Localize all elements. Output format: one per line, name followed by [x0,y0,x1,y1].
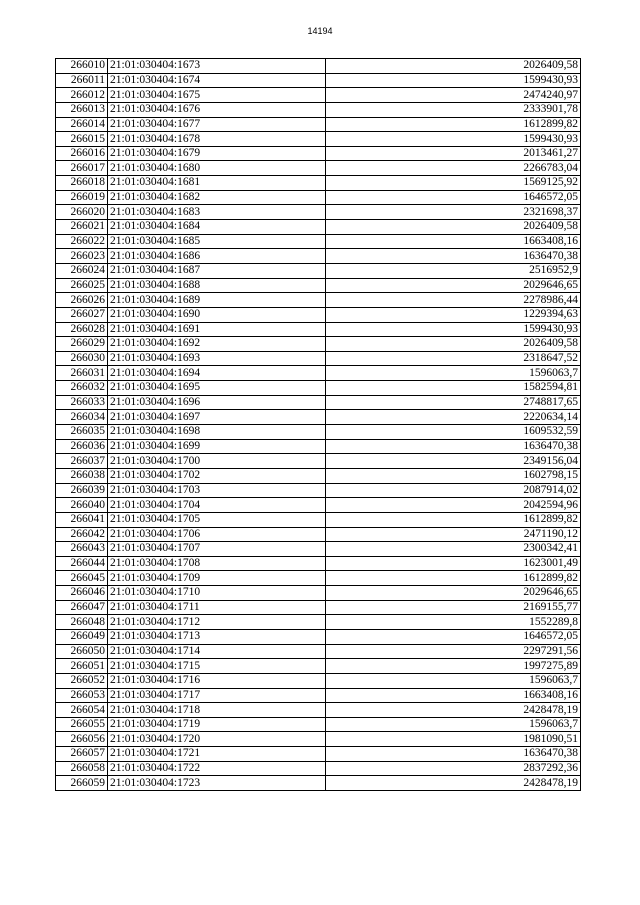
table-row [56,542,581,557]
cadastral-number-cell: 21:01:030404:1678 [108,132,326,147]
cadastral-number-cell: 21:01:030404:1674 [108,73,326,88]
cadastral-value-cell: 2428478,19 [326,776,581,791]
table-row [56,73,581,88]
cadastral-value-cell: 1636470,38 [326,439,581,454]
cadastral-number-cell: 21:01:030404:1705 [108,512,326,527]
cadastral-value-cell: 2297291,56 [326,644,581,659]
cadastral-value-cell: 1663408,16 [326,234,581,249]
table-row [56,176,581,191]
cadastral-value-cell: 2026409,58 [326,220,581,235]
cadastral-value-cell: 2300342,41 [326,542,581,557]
cadastral-value-cell: 2087914,02 [326,483,581,498]
cadastral-value-cell: 2318647,52 [326,351,581,366]
cadastral-value-cell: 1599430,93 [326,322,581,337]
cadastral-number-cell: 21:01:030404:1675 [108,88,326,103]
cadastral-value-cell: 2029646,65 [326,586,581,601]
cadastral-number-cell: 21:01:030404:1694 [108,366,326,381]
cadastral-number-cell: 21:01:030404:1722 [108,761,326,776]
row-number-cell: 266022 [56,234,108,249]
table-row [56,322,581,337]
table-row [56,629,581,644]
table-row [56,556,581,571]
table-row [56,425,581,440]
table-row [56,586,581,601]
table-row [56,571,581,586]
row-number-cell: 266026 [56,293,108,308]
cadastral-number-cell: 21:01:030404:1686 [108,249,326,264]
cadastral-number-cell: 21:01:030404:1720 [108,732,326,747]
table-row [56,483,581,498]
table-row [56,454,581,469]
table-row [56,717,581,732]
table-row [56,468,581,483]
row-number-cell: 266024 [56,263,108,278]
table-row [56,102,581,117]
cadastral-value-cell: 2474240,97 [326,88,581,103]
table-row [56,132,581,147]
table-row [56,776,581,791]
cadastral-value-cell: 2278986,44 [326,293,581,308]
cadastral-value-cell: 2471190,12 [326,527,581,542]
row-number-cell: 266051 [56,659,108,674]
cadastral-value-cell: 2013461,27 [326,146,581,161]
table-row [56,88,581,103]
table-row [56,59,581,74]
table-row [56,205,581,220]
row-number-cell: 266046 [56,586,108,601]
table-row [56,278,581,293]
cadastral-number-cell: 21:01:030404:1682 [108,190,326,205]
cadastral-number-cell: 21:01:030404:1715 [108,659,326,674]
row-number-cell: 266054 [56,703,108,718]
cadastral-value-cell: 1636470,38 [326,747,581,762]
row-number-cell: 266041 [56,512,108,527]
table-row [56,351,581,366]
cadastral-number-cell: 21:01:030404:1676 [108,102,326,117]
cadastral-value-cell: 1981090,51 [326,732,581,747]
table-row [56,439,581,454]
cadastral-number-cell: 21:01:030404:1711 [108,600,326,615]
cadastral-number-cell: 21:01:030404:1719 [108,717,326,732]
table-row [56,747,581,762]
cadastral-number-cell: 21:01:030404:1718 [108,703,326,718]
cadastral-value-cell: 1636470,38 [326,249,581,264]
table-row [56,190,581,205]
cadastral-number-cell: 21:01:030404:1680 [108,161,326,176]
cadastral-value-cell: 1609532,59 [326,425,581,440]
table-row [56,703,581,718]
cadastral-number-cell: 21:01:030404:1712 [108,615,326,630]
row-number-cell: 266029 [56,337,108,352]
cadastral-number-cell: 21:01:030404:1716 [108,673,326,688]
cadastral-number-cell: 21:01:030404:1714 [108,644,326,659]
cadastral-value-cell: 1646572,05 [326,629,581,644]
row-number-cell: 266035 [56,425,108,440]
table-row [56,615,581,630]
row-number-cell: 266043 [56,542,108,557]
table-row [56,307,581,322]
row-number-cell: 266048 [56,615,108,630]
row-number-cell: 266018 [56,176,108,191]
cadastral-number-cell: 21:01:030404:1695 [108,381,326,396]
cadastral-value-cell: 1552289,8 [326,615,581,630]
row-number-cell: 266012 [56,88,108,103]
cadastral-value-cell: 2837292,36 [326,761,581,776]
cadastral-value-cell: 1646572,05 [326,190,581,205]
row-number-cell: 266023 [56,249,108,264]
cadastral-value-cell: 1229394,63 [326,307,581,322]
row-number-cell: 266040 [56,498,108,513]
row-number-cell: 266025 [56,278,108,293]
row-number-cell: 266044 [56,556,108,571]
table-row [56,600,581,615]
cadastral-number-cell: 21:01:030404:1721 [108,747,326,762]
row-number-cell: 266047 [56,600,108,615]
table-row [56,381,581,396]
cadastral-number-cell: 21:01:030404:1713 [108,629,326,644]
row-number-cell: 266027 [56,307,108,322]
cadastral-number-cell: 21:01:030404:1706 [108,527,326,542]
cadastral-number-cell: 21:01:030404:1710 [108,586,326,601]
cadastral-value-cell: 2220634,14 [326,410,581,425]
row-number-cell: 266049 [56,629,108,644]
row-number-cell: 266042 [56,527,108,542]
cadastral-number-cell: 21:01:030404:1700 [108,454,326,469]
row-number-cell: 266016 [56,146,108,161]
row-number-cell: 266021 [56,220,108,235]
row-number-cell: 266053 [56,688,108,703]
cadastral-number-cell: 21:01:030404:1683 [108,205,326,220]
cadastral-value-cell: 2266783,04 [326,161,581,176]
cadastral-value-cell: 2026409,58 [326,337,581,352]
cadastral-value-cell: 1997275,89 [326,659,581,674]
row-number-cell: 266045 [56,571,108,586]
cadastral-value-cell: 2026409,58 [326,59,581,74]
cadastral-number-cell: 21:01:030404:1692 [108,337,326,352]
table-row [56,761,581,776]
row-number-cell: 266015 [56,132,108,147]
cadastral-number-cell: 21:01:030404:1699 [108,439,326,454]
row-number-cell: 266010 [56,59,108,74]
table-row [56,527,581,542]
page-number: 14194 [307,26,333,36]
cadastral-value-cell: 1596063,7 [326,673,581,688]
row-number-cell: 266039 [56,483,108,498]
table-body [56,59,581,791]
cadastral-value-cell: 1596063,7 [326,717,581,732]
cadastral-value-cell: 1599430,93 [326,132,581,147]
cadastral-number-cell: 21:01:030404:1673 [108,59,326,74]
cadastral-number-cell: 21:01:030404:1690 [108,307,326,322]
row-number-cell: 266028 [56,322,108,337]
row-number-cell: 266030 [56,351,108,366]
row-number-cell: 266055 [56,717,108,732]
row-number-cell: 266033 [56,395,108,410]
cadastral-value-cell: 1663408,16 [326,688,581,703]
row-number-cell: 266057 [56,747,108,762]
cadastral-value-cell: 2333901,78 [326,102,581,117]
cadastral-value-table [55,58,581,791]
table-row [56,161,581,176]
row-number-cell: 266011 [56,73,108,88]
row-number-cell: 266034 [56,410,108,425]
cadastral-number-cell: 21:01:030404:1723 [108,776,326,791]
row-number-cell: 266013 [56,102,108,117]
table-row [56,732,581,747]
table-row [56,337,581,352]
cadastral-value-cell: 2349156,04 [326,454,581,469]
table-row [56,146,581,161]
row-number-cell: 266056 [56,732,108,747]
table-row [56,673,581,688]
table-row [56,410,581,425]
row-number-cell: 266038 [56,468,108,483]
cadastral-value-cell: 2428478,19 [326,703,581,718]
cadastral-value-cell: 1612899,82 [326,571,581,586]
table-row [56,498,581,513]
cadastral-value-cell: 1599430,93 [326,73,581,88]
cadastral-number-cell: 21:01:030404:1707 [108,542,326,557]
cadastral-value-cell: 1612899,82 [326,512,581,527]
row-number-cell: 266017 [56,161,108,176]
cadastral-number-cell: 21:01:030404:1688 [108,278,326,293]
row-number-cell: 266058 [56,761,108,776]
row-number-cell: 266032 [56,381,108,396]
cadastral-value-cell: 1602798,15 [326,468,581,483]
row-number-cell: 266050 [56,644,108,659]
row-number-cell: 266020 [56,205,108,220]
row-number-cell: 266014 [56,117,108,132]
table-row [56,366,581,381]
table-row [56,659,581,674]
table-row [56,644,581,659]
table-row [56,688,581,703]
row-number-cell: 266031 [56,366,108,381]
cadastral-value-cell: 2169155,77 [326,600,581,615]
table-row [56,512,581,527]
cadastral-number-cell: 21:01:030404:1691 [108,322,326,337]
cadastral-number-cell: 21:01:030404:1687 [108,263,326,278]
cadastral-value-cell: 1582594,81 [326,381,581,396]
cadastral-number-cell: 21:01:030404:1696 [108,395,326,410]
cadastral-value-cell: 1612899,82 [326,117,581,132]
cadastral-number-cell: 21:01:030404:1681 [108,176,326,191]
cadastral-number-cell: 21:01:030404:1677 [108,117,326,132]
table-row [56,263,581,278]
table-row [56,395,581,410]
table-row [56,234,581,249]
table-row [56,249,581,264]
cadastral-number-cell: 21:01:030404:1689 [108,293,326,308]
cadastral-number-cell: 21:01:030404:1698 [108,425,326,440]
row-number-cell: 266037 [56,454,108,469]
cadastral-number-cell: 21:01:030404:1704 [108,498,326,513]
cadastral-value-cell: 1596063,7 [326,366,581,381]
cadastral-value-cell: 2042594,96 [326,498,581,513]
cadastral-value-cell: 1569125,92 [326,176,581,191]
row-number-cell: 266019 [56,190,108,205]
cadastral-number-cell: 21:01:030404:1709 [108,571,326,586]
cadastral-number-cell: 21:01:030404:1697 [108,410,326,425]
table-row [56,220,581,235]
cadastral-value-cell: 2516952,9 [326,263,581,278]
cadastral-number-cell: 21:01:030404:1684 [108,220,326,235]
table-row [56,293,581,308]
cadastral-value-cell: 2029646,65 [326,278,581,293]
cadastral-number-cell: 21:01:030404:1703 [108,483,326,498]
table-row [56,117,581,132]
cadastral-number-cell: 21:01:030404:1693 [108,351,326,366]
cadastral-number-cell: 21:01:030404:1717 [108,688,326,703]
cadastral-number-cell: 21:01:030404:1685 [108,234,326,249]
cadastral-number-cell: 21:01:030404:1679 [108,146,326,161]
row-number-cell: 266036 [56,439,108,454]
cadastral-number-cell: 21:01:030404:1708 [108,556,326,571]
cadastral-value-cell: 2321698,37 [326,205,581,220]
cadastral-number-cell: 21:01:030404:1702 [108,468,326,483]
row-number-cell: 266052 [56,673,108,688]
cadastral-value-cell: 1623001,49 [326,556,581,571]
row-number-cell: 266059 [56,776,108,791]
cadastral-value-cell: 2748817,65 [326,395,581,410]
